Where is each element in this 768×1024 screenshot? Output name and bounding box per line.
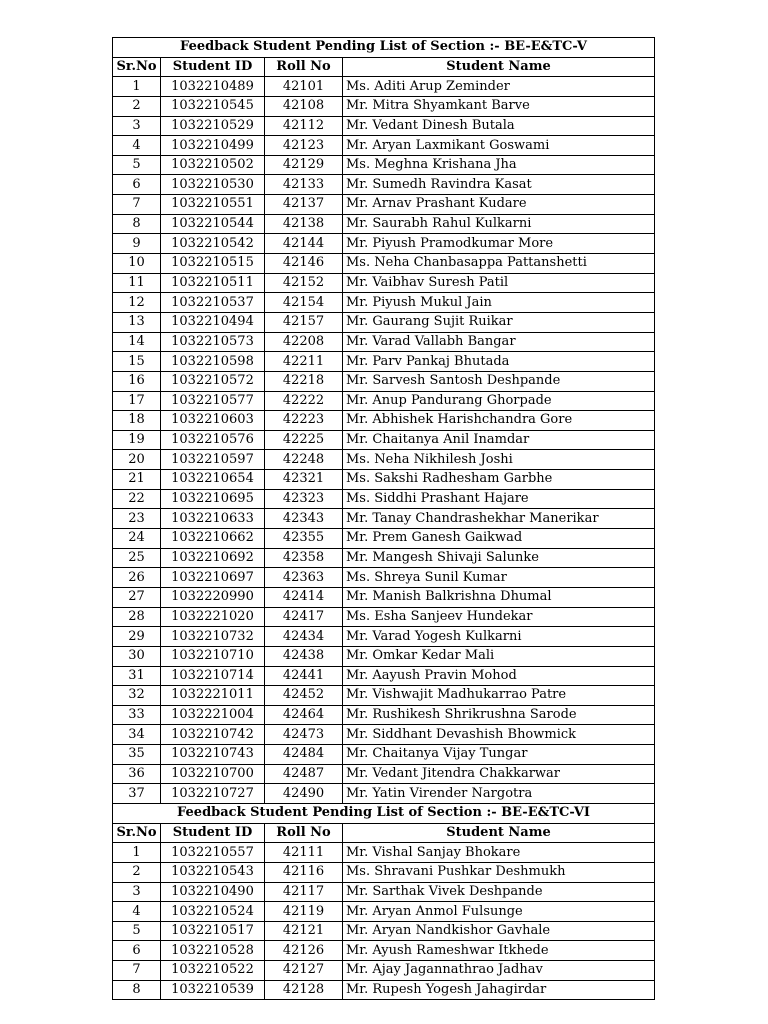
table-row	[113, 745, 655, 765]
student-name-cell: Mr. Varad Vallabh Bangar	[343, 332, 655, 352]
student-id-cell: 1032210524	[161, 902, 265, 922]
sr-no-cell: 5	[113, 921, 161, 941]
student-id-cell: 1032210551	[161, 195, 265, 215]
student-name-cell: Mr. Omkar Kedar Mali	[343, 646, 655, 666]
student-id-cell: 1032210490	[161, 882, 265, 902]
sr-no-cell: 2	[113, 96, 161, 116]
student-id-cell: 1032210489	[161, 77, 265, 97]
student-name-cell: Mr. Yatin Virender Nargotra	[343, 784, 655, 804]
sr-no-cell: 1	[113, 77, 161, 97]
table-row	[113, 155, 655, 175]
sr-no-cell: 19	[113, 430, 161, 450]
sr-no-cell: 23	[113, 509, 161, 529]
feedback-table	[112, 37, 655, 1000]
student-id-cell: 1032210529	[161, 116, 265, 136]
column-header-student-name: Student Name	[343, 57, 655, 77]
student-id-cell: 1032210522	[161, 961, 265, 981]
table-row	[113, 273, 655, 293]
student-id-cell: 1032210544	[161, 214, 265, 234]
table-row	[113, 862, 655, 882]
sr-no-cell: 3	[113, 116, 161, 136]
student-id-cell: 1032210603	[161, 411, 265, 431]
table-row	[113, 646, 655, 666]
column-header-roll-no: Roll No	[265, 57, 343, 77]
student-id-cell: 1032210633	[161, 509, 265, 529]
table-row	[113, 509, 655, 529]
student-id-cell: 1032210662	[161, 529, 265, 549]
table-row	[113, 332, 655, 352]
student-name-cell: Ms. Shravani Pushkar Deshmukh	[343, 862, 655, 882]
student-id-cell: 1032210528	[161, 941, 265, 961]
sr-no-cell: 11	[113, 273, 161, 293]
student-name-cell: Mr. Vishwajit Madhukarrao Patre	[343, 686, 655, 706]
table-row	[113, 666, 655, 686]
roll-no-cell: 42138	[265, 214, 343, 234]
roll-no-cell: 42121	[265, 921, 343, 941]
table-row	[113, 450, 655, 470]
student-id-cell: 1032210557	[161, 843, 265, 863]
student-id-cell: 1032210577	[161, 391, 265, 411]
student-id-cell: 1032210714	[161, 666, 265, 686]
student-id-cell: 1032210654	[161, 470, 265, 490]
sr-no-cell: 34	[113, 725, 161, 745]
table-row	[113, 214, 655, 234]
student-name-cell: Mr. Chaitanya Anil Inamdar	[343, 430, 655, 450]
roll-no-cell: 42487	[265, 764, 343, 784]
section-title: Feedback Student Pending List of Section :- BE-E&TC-V	[113, 38, 655, 58]
student-name-cell: Mr. Vedant Jitendra Chakkarwar	[343, 764, 655, 784]
table-row	[113, 195, 655, 215]
student-name-cell: Mr. Aryan Nandkishor Gavhale	[343, 921, 655, 941]
sr-no-cell: 28	[113, 607, 161, 627]
student-name-cell: Ms. Neha Nikhilesh Joshi	[343, 450, 655, 470]
table-row	[113, 725, 655, 745]
table-row	[113, 489, 655, 509]
student-name-cell: Mr. Sumedh Ravindra Kasat	[343, 175, 655, 195]
student-name-cell: Mr. Piyush Pramodkumar More	[343, 234, 655, 254]
student-id-cell: 1032210542	[161, 234, 265, 254]
roll-no-cell: 42157	[265, 312, 343, 332]
column-header-student-name: Student Name	[343, 823, 655, 843]
student-id-cell: 1032221004	[161, 705, 265, 725]
sr-no-cell: 36	[113, 764, 161, 784]
student-id-cell: 1032210695	[161, 489, 265, 509]
sr-no-cell: 22	[113, 489, 161, 509]
student-name-cell: Ms. Shreya Sunil Kumar	[343, 568, 655, 588]
table-row	[113, 941, 655, 961]
roll-no-cell: 42152	[265, 273, 343, 293]
roll-no-cell: 42473	[265, 725, 343, 745]
student-name-cell: Ms. Meghna Krishana Jha	[343, 155, 655, 175]
student-name-cell: Mr. Mangesh Shivaji Salunke	[343, 548, 655, 568]
roll-no-cell: 42222	[265, 391, 343, 411]
student-id-cell: 1032210732	[161, 627, 265, 647]
sr-no-cell: 7	[113, 195, 161, 215]
student-id-cell: 1032210539	[161, 980, 265, 1000]
roll-no-cell: 42117	[265, 882, 343, 902]
table-body	[113, 38, 655, 1000]
student-id-cell: 1032210742	[161, 725, 265, 745]
section-title-row	[113, 38, 655, 58]
table-row	[113, 529, 655, 549]
roll-no-cell: 42248	[265, 450, 343, 470]
table-row	[113, 607, 655, 627]
student-name-cell: Mr. Parv Pankaj Bhutada	[343, 352, 655, 372]
table-row	[113, 902, 655, 922]
sr-no-cell: 29	[113, 627, 161, 647]
roll-no-cell: 42116	[265, 862, 343, 882]
table-row	[113, 470, 655, 490]
student-name-cell: Ms. Siddhi Prashant Hajare	[343, 489, 655, 509]
table-row	[113, 293, 655, 313]
student-name-cell: Mr. Manish Balkrishna Dhumal	[343, 587, 655, 607]
student-name-cell: Mr. Rushikesh Shrikrushna Sarode	[343, 705, 655, 725]
roll-no-cell: 42355	[265, 529, 343, 549]
roll-no-cell: 42438	[265, 646, 343, 666]
table-row	[113, 980, 655, 1000]
roll-no-cell: 42123	[265, 136, 343, 156]
roll-no-cell: 42414	[265, 587, 343, 607]
student-id-cell: 1032210572	[161, 371, 265, 391]
student-name-cell: Mr. Ayush Rameshwar Itkhede	[343, 941, 655, 961]
roll-no-cell: 42223	[265, 411, 343, 431]
sr-no-cell: 21	[113, 470, 161, 490]
student-id-cell: 1032210697	[161, 568, 265, 588]
student-name-cell: Ms. Sakshi Radhesham Garbhe	[343, 470, 655, 490]
student-name-cell: Mr. Ajay Jagannathrao Jadhav	[343, 961, 655, 981]
column-header-row	[113, 823, 655, 843]
column-header-row	[113, 57, 655, 77]
table-row	[113, 843, 655, 863]
table-row	[113, 882, 655, 902]
sr-no-cell: 14	[113, 332, 161, 352]
student-name-cell: Mr. Anup Pandurang Ghorpade	[343, 391, 655, 411]
sr-no-cell: 12	[113, 293, 161, 313]
student-name-cell: Mr. Vishal Sanjay Bhokare	[343, 843, 655, 863]
roll-no-cell: 42441	[265, 666, 343, 686]
student-id-cell: 1032210511	[161, 273, 265, 293]
sr-no-cell: 30	[113, 646, 161, 666]
student-id-cell: 1032221020	[161, 607, 265, 627]
pending-list-sheet	[112, 37, 655, 1000]
table-row	[113, 116, 655, 136]
sr-no-cell: 13	[113, 312, 161, 332]
table-row	[113, 391, 655, 411]
student-id-cell: 1032210530	[161, 175, 265, 195]
roll-no-cell: 42154	[265, 293, 343, 313]
student-name-cell: Mr. Aryan Laxmikant Goswami	[343, 136, 655, 156]
student-id-cell: 1032210700	[161, 764, 265, 784]
sr-no-cell: 17	[113, 391, 161, 411]
student-name-cell: Mr. Rupesh Yogesh Jahagirdar	[343, 980, 655, 1000]
roll-no-cell: 42343	[265, 509, 343, 529]
roll-no-cell: 42119	[265, 902, 343, 922]
table-row	[113, 587, 655, 607]
sr-no-cell: 37	[113, 784, 161, 804]
sr-no-cell: 24	[113, 529, 161, 549]
roll-no-cell: 42126	[265, 941, 343, 961]
roll-no-cell: 42128	[265, 980, 343, 1000]
student-name-cell: Mr. Sarvesh Santosh Deshpande	[343, 371, 655, 391]
roll-no-cell: 42417	[265, 607, 343, 627]
sr-no-cell: 10	[113, 254, 161, 274]
table-row	[113, 705, 655, 725]
student-id-cell: 1032210537	[161, 293, 265, 313]
roll-no-cell: 42484	[265, 745, 343, 765]
student-id-cell: 1032210517	[161, 921, 265, 941]
column-header-roll-no: Roll No	[265, 823, 343, 843]
sr-no-cell: 3	[113, 882, 161, 902]
column-header-student-id: Student ID	[161, 57, 265, 77]
student-name-cell: Mr. Aryan Anmol Fulsunge	[343, 902, 655, 922]
roll-no-cell: 42321	[265, 470, 343, 490]
student-name-cell: Mr. Tanay Chandrashekhar Manerikar	[343, 509, 655, 529]
student-name-cell: Mr. Vedant Dinesh Butala	[343, 116, 655, 136]
student-name-cell: Mr. Varad Yogesh Kulkarni	[343, 627, 655, 647]
student-id-cell: 1032210573	[161, 332, 265, 352]
sr-no-cell: 20	[113, 450, 161, 470]
sr-no-cell: 18	[113, 411, 161, 431]
roll-no-cell: 42211	[265, 352, 343, 372]
table-row	[113, 921, 655, 941]
student-id-cell: 1032210727	[161, 784, 265, 804]
column-header-sr-no: Sr.No	[113, 823, 161, 843]
sr-no-cell: 15	[113, 352, 161, 372]
student-name-cell: Mr. Prem Ganesh Gaikwad	[343, 529, 655, 549]
student-name-cell: Mr. Aayush Pravin Mohod	[343, 666, 655, 686]
roll-no-cell: 42127	[265, 961, 343, 981]
student-id-cell: 1032210710	[161, 646, 265, 666]
student-id-cell: 1032210502	[161, 155, 265, 175]
section-title-row	[113, 803, 655, 823]
student-id-cell: 1032210743	[161, 745, 265, 765]
roll-no-cell: 42323	[265, 489, 343, 509]
table-row	[113, 764, 655, 784]
table-row	[113, 175, 655, 195]
roll-no-cell: 42218	[265, 371, 343, 391]
roll-no-cell: 42208	[265, 332, 343, 352]
table-row	[113, 234, 655, 254]
student-id-cell: 1032210576	[161, 430, 265, 450]
student-name-cell: Mr. Mitra Shyamkant Barve	[343, 96, 655, 116]
table-row	[113, 430, 655, 450]
table-row	[113, 784, 655, 804]
student-name-cell: Mr. Gaurang Sujit Ruikar	[343, 312, 655, 332]
student-id-cell: 1032221011	[161, 686, 265, 706]
roll-no-cell: 42464	[265, 705, 343, 725]
student-name-cell: Mr. Abhishek Harishchandra Gore	[343, 411, 655, 431]
roll-no-cell: 42490	[265, 784, 343, 804]
sr-no-cell: 33	[113, 705, 161, 725]
roll-no-cell: 42108	[265, 96, 343, 116]
student-id-cell: 1032210499	[161, 136, 265, 156]
table-row	[113, 96, 655, 116]
student-name-cell: Mr. Sarthak Vivek Deshpande	[343, 882, 655, 902]
roll-no-cell: 42452	[265, 686, 343, 706]
table-row	[113, 568, 655, 588]
roll-no-cell: 42434	[265, 627, 343, 647]
roll-no-cell: 42111	[265, 843, 343, 863]
roll-no-cell: 42129	[265, 155, 343, 175]
section-title: Feedback Student Pending List of Section :- BE-E&TC-VI	[113, 803, 655, 823]
sr-no-cell: 5	[113, 155, 161, 175]
student-name-cell: Mr. Arnav Prashant Kudare	[343, 195, 655, 215]
student-id-cell: 1032220990	[161, 587, 265, 607]
student-name-cell: Ms. Aditi Arup Zeminder	[343, 77, 655, 97]
sr-no-cell: 6	[113, 941, 161, 961]
student-id-cell: 1032210692	[161, 548, 265, 568]
roll-no-cell: 42146	[265, 254, 343, 274]
roll-no-cell: 42101	[265, 77, 343, 97]
table-row	[113, 548, 655, 568]
student-name-cell: Mr. Saurabh Rahul Kulkarni	[343, 214, 655, 234]
column-header-student-id: Student ID	[161, 823, 265, 843]
table-row	[113, 411, 655, 431]
student-name-cell: Mr. Piyush Mukul Jain	[343, 293, 655, 313]
table-row	[113, 136, 655, 156]
sr-no-cell: 2	[113, 862, 161, 882]
student-name-cell: Ms. Neha Chanbasappa Pattanshetti	[343, 254, 655, 274]
table-row	[113, 77, 655, 97]
sr-no-cell: 6	[113, 175, 161, 195]
student-name-cell: Ms. Esha Sanjeev Hundekar	[343, 607, 655, 627]
sr-no-cell: 1	[113, 843, 161, 863]
roll-no-cell: 42363	[265, 568, 343, 588]
roll-no-cell: 42225	[265, 430, 343, 450]
student-id-cell: 1032210543	[161, 862, 265, 882]
table-row	[113, 352, 655, 372]
table-row	[113, 686, 655, 706]
sr-no-cell: 9	[113, 234, 161, 254]
student-id-cell: 1032210545	[161, 96, 265, 116]
table-row	[113, 254, 655, 274]
sr-no-cell: 27	[113, 587, 161, 607]
student-id-cell: 1032210515	[161, 254, 265, 274]
sr-no-cell: 35	[113, 745, 161, 765]
table-row	[113, 312, 655, 332]
sr-no-cell: 25	[113, 548, 161, 568]
sr-no-cell: 4	[113, 136, 161, 156]
student-name-cell: Mr. Siddhant Devashish Bhowmick	[343, 725, 655, 745]
student-id-cell: 1032210494	[161, 312, 265, 332]
sr-no-cell: 31	[113, 666, 161, 686]
student-name-cell: Mr. Vaibhav Suresh Patil	[343, 273, 655, 293]
column-header-sr-no: Sr.No	[113, 57, 161, 77]
sr-no-cell: 8	[113, 214, 161, 234]
student-name-cell: Mr. Chaitanya Vijay Tungar	[343, 745, 655, 765]
roll-no-cell: 42112	[265, 116, 343, 136]
roll-no-cell: 42144	[265, 234, 343, 254]
student-id-cell: 1032210597	[161, 450, 265, 470]
student-id-cell: 1032210598	[161, 352, 265, 372]
sr-no-cell: 8	[113, 980, 161, 1000]
sr-no-cell: 7	[113, 961, 161, 981]
sr-no-cell: 16	[113, 371, 161, 391]
table-row	[113, 371, 655, 391]
sr-no-cell: 4	[113, 902, 161, 922]
roll-no-cell: 42133	[265, 175, 343, 195]
roll-no-cell: 42358	[265, 548, 343, 568]
roll-no-cell: 42137	[265, 195, 343, 215]
table-row	[113, 627, 655, 647]
sr-no-cell: 26	[113, 568, 161, 588]
sr-no-cell: 32	[113, 686, 161, 706]
table-row	[113, 961, 655, 981]
